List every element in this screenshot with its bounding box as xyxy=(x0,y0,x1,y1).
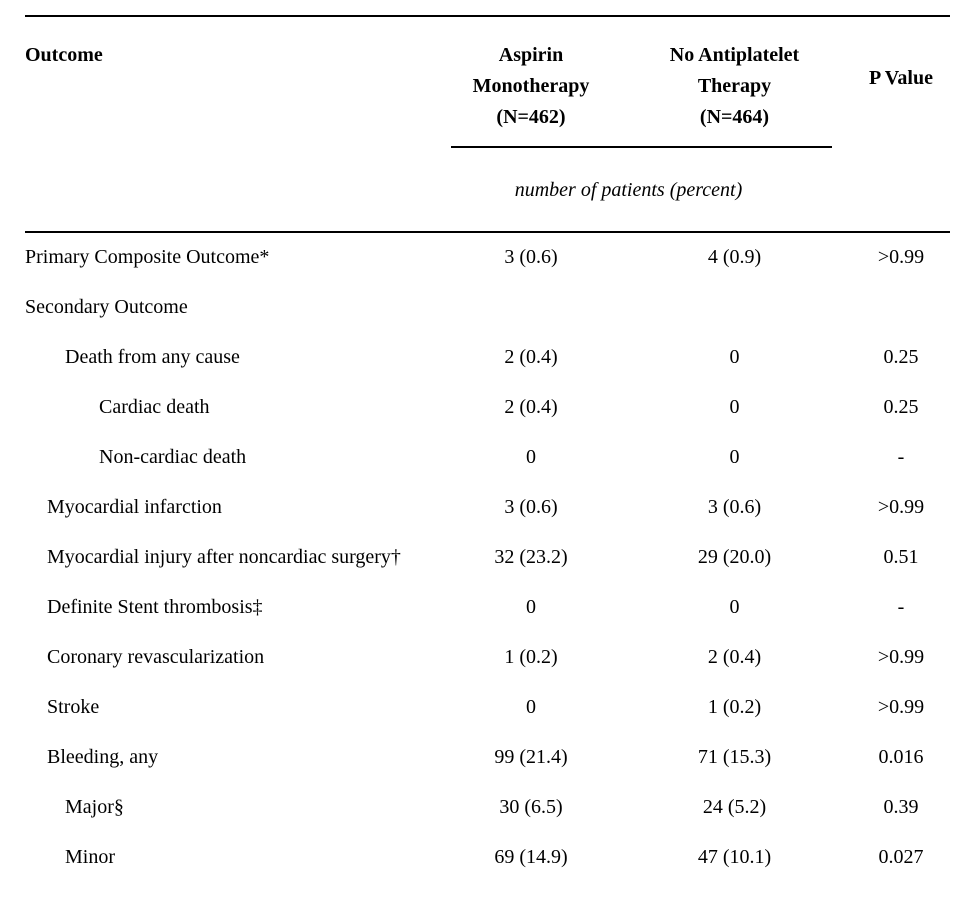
unit-note-empty-right xyxy=(832,149,950,232)
aspirin-value-cell: 0 xyxy=(526,595,536,618)
outcome-label-cell: Primary Composite Outcome* xyxy=(25,246,270,268)
table-row xyxy=(25,432,950,482)
no-antiplatelet-value-cell: 4 (0.9) xyxy=(707,246,762,268)
table-body xyxy=(25,232,950,915)
column-header-aspirin-monotherapy xyxy=(425,16,637,133)
outcomes-table xyxy=(25,15,950,915)
table-row xyxy=(25,382,950,432)
column-header-pvalue xyxy=(832,16,950,133)
aspirin-value-cell: 69 (14.9) xyxy=(494,845,568,868)
table-row xyxy=(25,482,950,532)
outcome-label-cell: Major§ xyxy=(65,795,124,818)
no-antiplatelet-value-cell: 71 (15.3) xyxy=(697,745,772,768)
outcome-label-cell: Non-cardiac death xyxy=(99,445,247,468)
pvalue-cell xyxy=(832,282,950,332)
no-antiplatelet-value-cell: 0 xyxy=(729,345,740,368)
table-row xyxy=(25,632,950,682)
aspirin-value-cell: 2 (0.4) xyxy=(504,345,558,368)
outcome-label-cell: Cardiac death xyxy=(99,395,210,418)
no-antiplatelet-header-line3: (N=464) xyxy=(699,106,770,128)
aspirin-header-line1: Aspirin xyxy=(498,44,564,66)
no-antiplatelet-value-cell xyxy=(637,282,832,332)
table-row xyxy=(25,232,950,282)
table-row xyxy=(25,532,950,582)
aspirin-value-cell: 32 (23.2) xyxy=(494,545,568,568)
pvalue-header-label: P Value xyxy=(869,66,933,89)
table-row xyxy=(25,682,950,732)
table-row xyxy=(25,282,950,332)
outcome-label-cell: Death from any cause xyxy=(65,345,240,368)
outcome-label-cell: Coronary revascularization xyxy=(47,645,265,668)
table-row xyxy=(25,332,950,382)
unit-note-row xyxy=(25,149,950,232)
outcome-label-cell: Myocardial injury after noncardiac surgery† xyxy=(47,545,401,568)
outcome-label-cell: Stroke xyxy=(47,695,100,718)
aspirin-header-line2: Monotherapy xyxy=(472,75,590,97)
group-spanner-row xyxy=(25,133,950,149)
aspirin-value-cell: 1 (0.2) xyxy=(504,645,558,668)
pvalue-cell: - xyxy=(897,595,905,618)
aspirin-value-cell: 2 (0.4) xyxy=(504,395,558,418)
pvalue-cell: 0.027 xyxy=(878,845,924,868)
no-antiplatelet-value-cell: 29 (20.0) xyxy=(697,545,772,568)
aspirin-value-cell: 99 (21.4) xyxy=(494,745,568,768)
no-antiplatelet-value-cell: 2 (0.4) xyxy=(707,645,762,668)
no-antiplatelet-value-cell: 0 xyxy=(729,445,740,468)
no-antiplatelet-value-cell: 0 xyxy=(729,395,740,418)
unit-note: number of patients (percent) xyxy=(425,149,832,232)
outcome-label-cell: Minor xyxy=(65,845,115,868)
pvalue-cell: 0.016 xyxy=(878,745,924,768)
outcome-label-cell: Bleeding, any xyxy=(47,745,159,768)
no-antiplatelet-value-cell: 3 (0.6) xyxy=(707,495,762,518)
pvalue-cell: 0.39 xyxy=(883,795,919,818)
pvalue-cell: 0.25 xyxy=(883,345,919,368)
table-header xyxy=(25,16,950,232)
pvalue-cell: >0.99 xyxy=(877,695,925,718)
aspirin-value-cell: 3 (0.6) xyxy=(504,246,558,268)
no-antiplatelet-header-line1: No Antiplatelet xyxy=(669,44,800,66)
outcome-label-cell: Definite Stent thrombosis‡ xyxy=(47,595,263,618)
table-row xyxy=(25,832,950,882)
outcome-label-cell: Secondary Outcome xyxy=(25,295,188,318)
aspirin-header-line3: (N=462) xyxy=(496,106,566,128)
table-row xyxy=(25,582,950,632)
spanner-empty-left xyxy=(25,133,425,149)
table-row xyxy=(25,732,950,782)
unit-note-empty-left xyxy=(25,149,425,232)
pvalue-cell: - xyxy=(897,445,905,468)
no-antiplatelet-value-cell: 1 (0.2) xyxy=(707,695,762,718)
pvalue-cell: >0.99 xyxy=(877,246,925,268)
header-row xyxy=(25,16,950,133)
column-header-no-antiplatelet xyxy=(637,16,832,133)
spanner-empty-right xyxy=(832,133,950,149)
pvalue-cell: >0.99 xyxy=(877,645,925,668)
group-spanner-rule xyxy=(451,134,832,148)
no-antiplatelet-header-line2: Therapy xyxy=(697,75,772,97)
aspirin-value-cell: 0 xyxy=(526,445,536,468)
no-antiplatelet-value-cell: 0 xyxy=(729,595,740,618)
aspirin-value-cell: 0 xyxy=(526,695,536,718)
outcome-label-cell: Myocardial infarction xyxy=(47,495,222,518)
aspirin-value-cell xyxy=(425,282,637,332)
outcome-header-label: Outcome xyxy=(25,44,103,66)
no-antiplatelet-value-cell: 47 (10.1) xyxy=(697,845,772,868)
aspirin-value-cell: 3 (0.6) xyxy=(504,495,558,518)
column-header-outcome xyxy=(25,16,425,133)
aspirin-value-cell: 30 (6.5) xyxy=(499,795,563,818)
group-spanner-cell xyxy=(425,133,832,149)
pvalue-cell: >0.99 xyxy=(877,495,925,518)
pvalue-cell: 0.51 xyxy=(883,545,919,568)
bottom-spacer-row xyxy=(25,882,950,915)
no-antiplatelet-value-cell: 24 (5.2) xyxy=(702,795,767,818)
table-row xyxy=(25,782,950,832)
pvalue-cell: 0.25 xyxy=(883,395,919,418)
